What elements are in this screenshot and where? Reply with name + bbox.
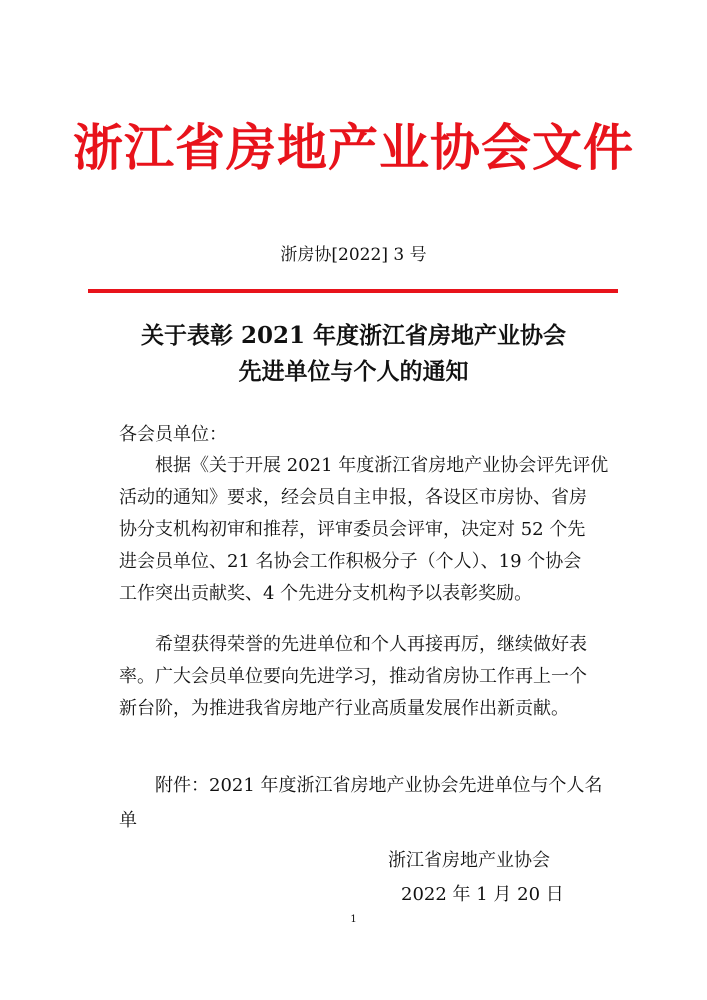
document-header-title: 浙江省房地产业协会文件 — [73, 119, 634, 177]
red-divider-line — [88, 289, 618, 293]
signature-organization: 浙江省房地产业协会 — [388, 850, 550, 871]
paragraph-line: 新台阶，为推进我省房地产行业高质量发展作出新贡献。 — [119, 698, 569, 719]
paragraph-line: 希望获得荣誉的先进单位和个人再接再厉，继续做好表 — [155, 634, 587, 655]
document-number: 浙房协[2022] 3 号 — [280, 245, 427, 265]
paragraph-line: 根据《关于开展 2021 年度浙江省房地产业协会评先评优 — [155, 455, 609, 476]
notice-title-line-2: 先进单位与个人的通知 — [238, 358, 469, 385]
signature-date: 2022 年 1 月 20 日 — [401, 884, 564, 905]
paragraph-line: 活动的通知》要求，经会员自主申报，各设区市房协、省房 — [119, 487, 587, 508]
body-paragraph-2 — [119, 629, 611, 725]
attachment-line: 单 — [119, 810, 137, 831]
paragraph-line: 率。广大会员单位要向先进学习，推动省房协工作再上一个 — [119, 666, 587, 687]
paragraph-line: 进会员单位、21 名协会工作积极分子（个人）、19 个协会 — [119, 551, 582, 572]
page-number: 1 — [350, 914, 357, 925]
attachment-note — [119, 768, 611, 838]
paragraph-line: 协分支机构初审和推荐，评审委员会评审，决定对 52 个先 — [119, 519, 586, 540]
notice-title-line-1: 关于表彰 2021 年度浙江省房地产业协会 — [140, 322, 567, 349]
salutation: 各会员单位： — [119, 424, 227, 445]
notice-title — [0, 318, 707, 390]
body-paragraph-1 — [119, 450, 611, 610]
attachment-line: 附件：2021 年度浙江省房地产业协会先进单位与个人名 — [155, 775, 603, 796]
paragraph-line: 工作突出贡献奖、4 个先进分支机构予以表彰奖励。 — [119, 583, 533, 604]
